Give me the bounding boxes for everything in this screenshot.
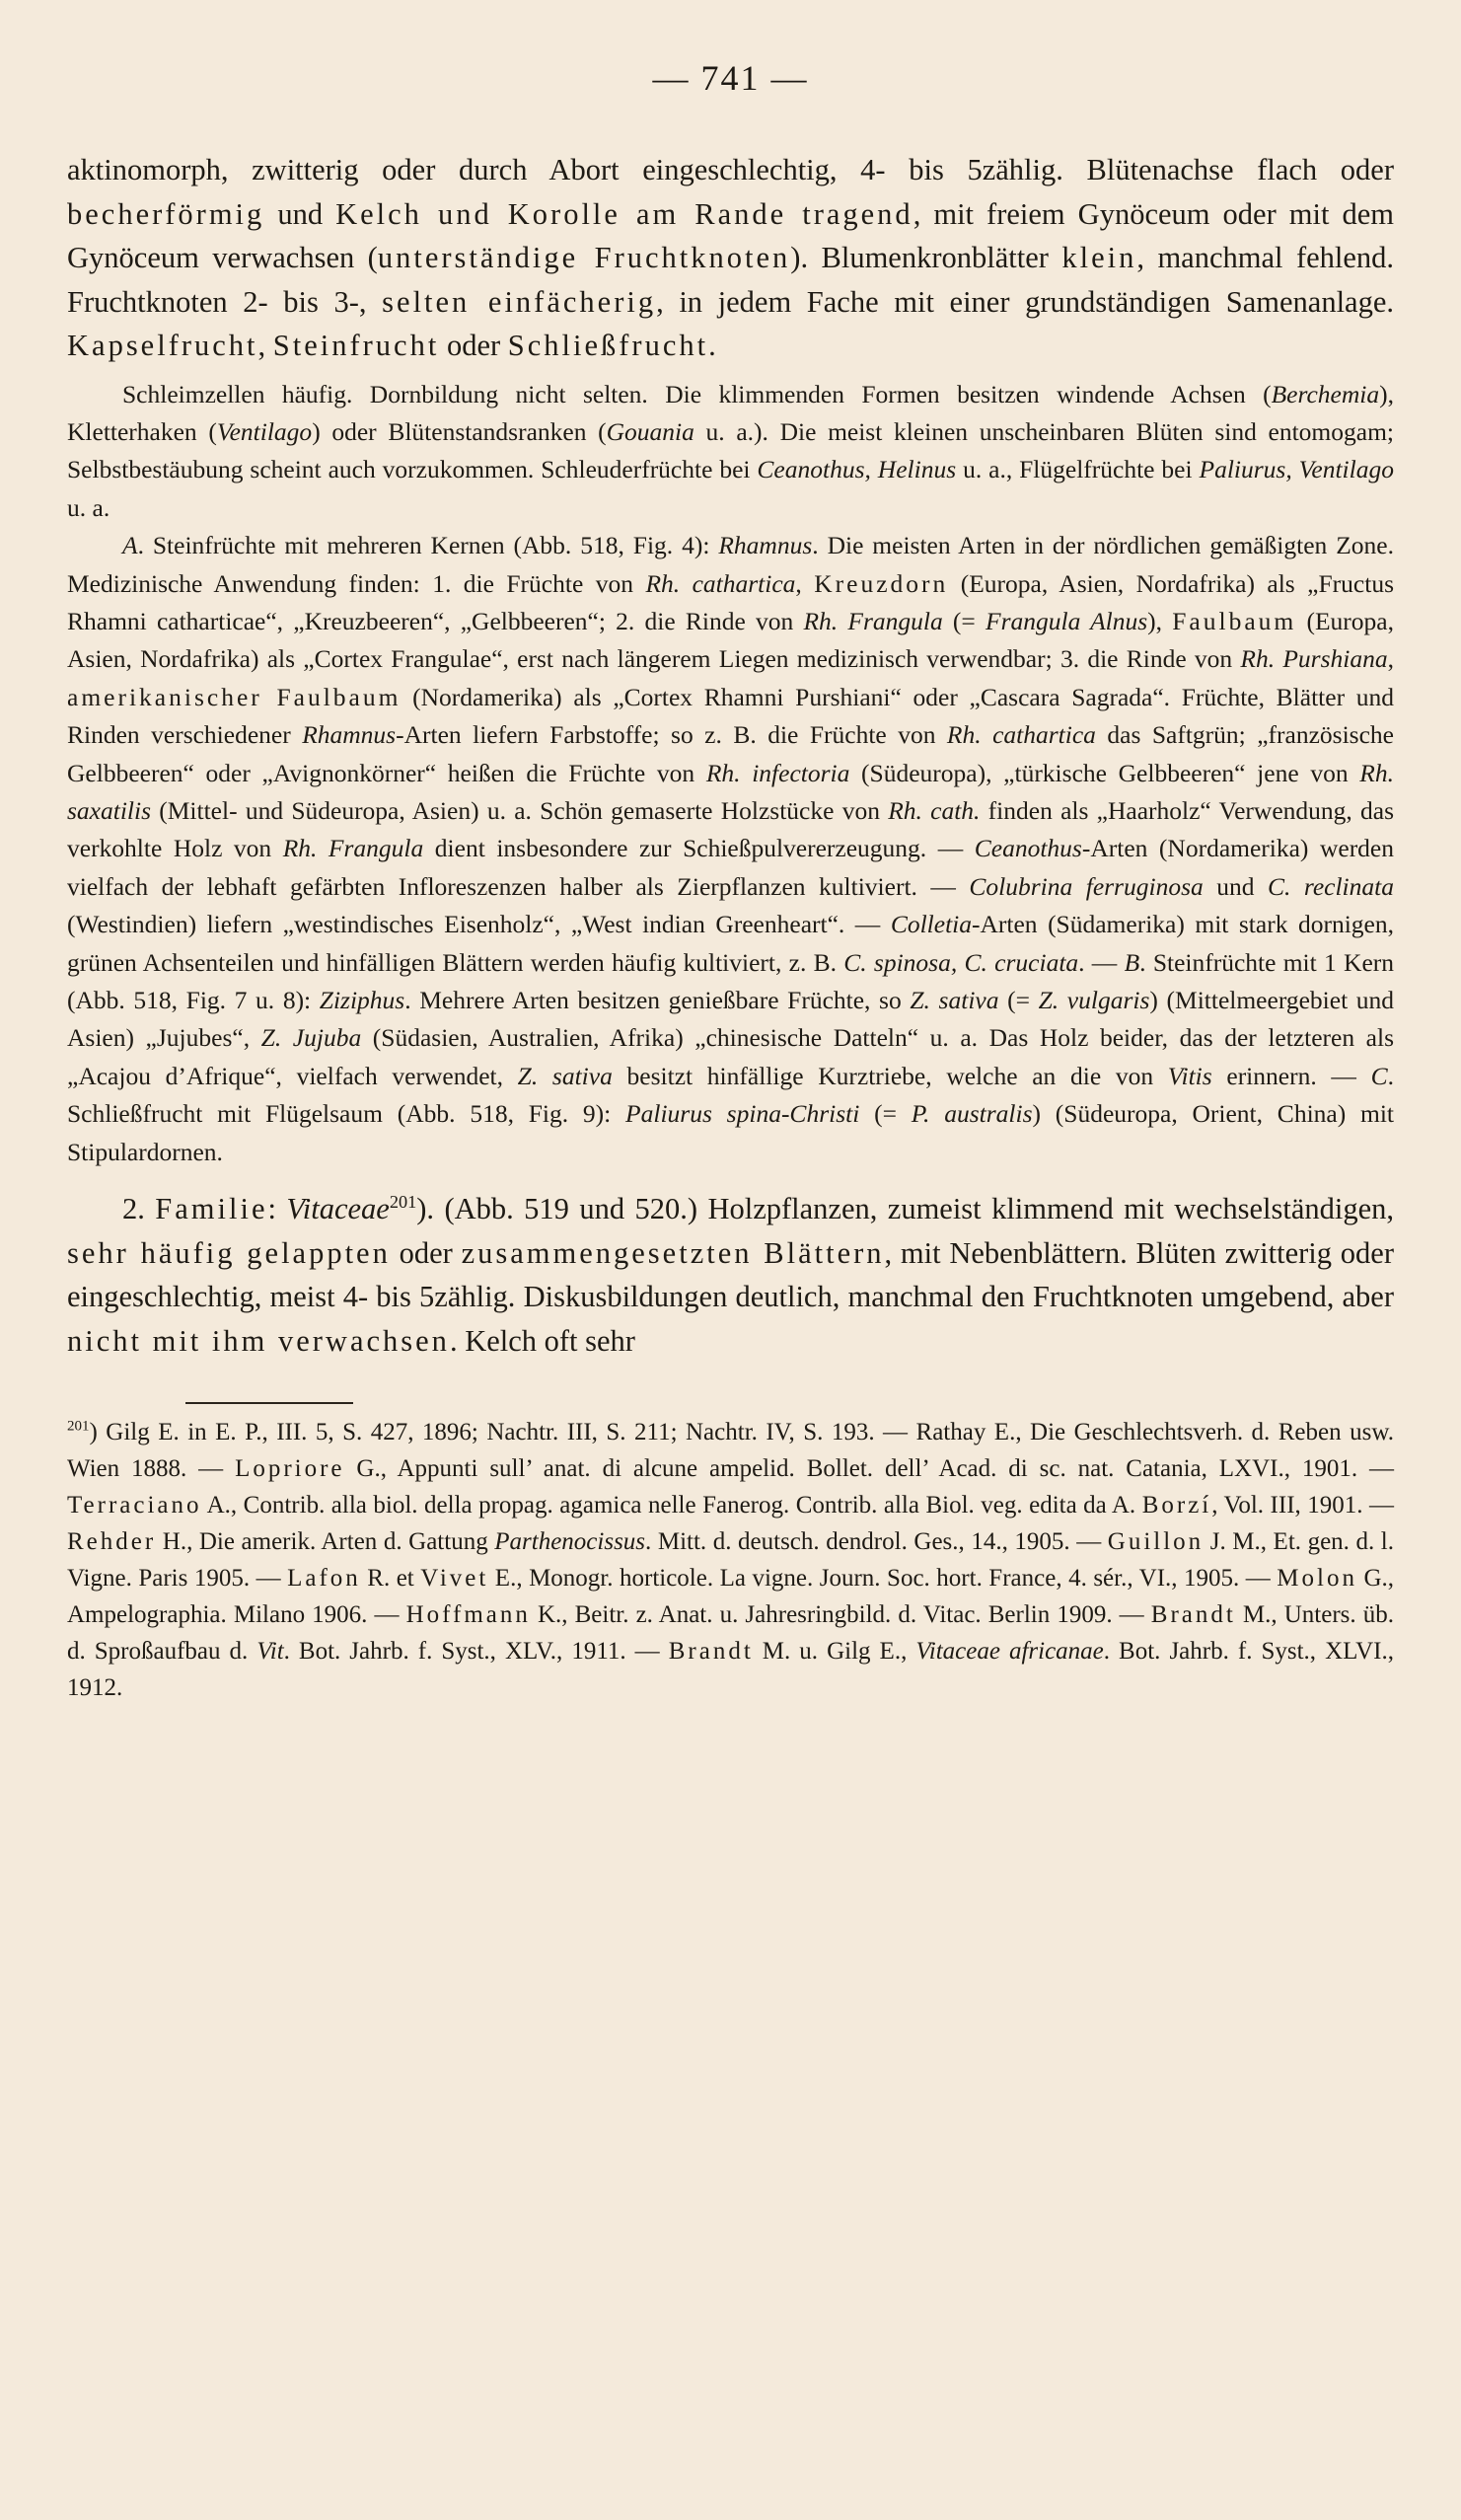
italic-run: Vitis	[1167, 1061, 1212, 1090]
text-run: ,	[795, 568, 815, 598]
text-run: ,	[1387, 644, 1394, 674]
text-run: E., Monogr. horticole. La vigne. Journ. Soc. hort. France, 4. sér., VI., 1905. —	[488, 1565, 1278, 1593]
text-run: aktinomorph, zwitterig oder durch Abort eingeschlechtig, 4- bis 5zählig. Blütenachse flach oder	[67, 153, 1394, 186]
italic-run: C. spinosa, C. cruciata	[843, 947, 1079, 977]
text-run: finden als „Haarholz“ Verwendung, das verkohlte Holz von	[67, 795, 1395, 863]
italic-run: Rh. saxatilis	[67, 758, 1394, 825]
text-run: -Arten (Südamerika) mit stark dornigen, grünen Achsenteilen und hinfälligen Blättern werden häufig kultiviert, z. B.	[67, 910, 1394, 977]
italic-run: Rh. cath.	[888, 795, 981, 825]
spaced-run: Terraciano	[67, 1492, 202, 1519]
italic-run: Colubrina ferruginosa	[969, 871, 1204, 901]
italic-run: Ventilago	[216, 416, 313, 446]
spaced-run: Guillon	[1107, 1528, 1205, 1556]
spaced-run: Molon	[1277, 1565, 1357, 1593]
text-run: oder	[439, 329, 508, 362]
spaced-run: selten einfächerig	[382, 284, 657, 319]
text-run: , mit Nebenblättern. Blüten zwitterig oder eingeschlechtig, meist 4- bis 5zählig. Diskusbildungen deutlich, manchmal den Fruchtknoten umgebend, aber	[67, 1235, 1394, 1314]
text-run: und	[264, 196, 336, 231]
italic-run: Z. vulgaris	[1038, 986, 1150, 1014]
text-run: (Westindien) liefern „westindisches Eisenholz“, „West indian Greenheart“. —	[67, 910, 891, 939]
text-run: H., Die amerik. Arten d. Gattung	[156, 1528, 495, 1556]
italic-run: Vitaceae africanae	[915, 1638, 1104, 1666]
italic-run: Rhamnus	[718, 531, 813, 560]
spaced-run: Schließfrucht	[507, 329, 709, 362]
text-run: (Europa, Asien, Nordafrika) als „Cortex Frangulae“, erst nach längerem Liegen medizinisch verwendbar; 3. die Rinde von	[67, 606, 1394, 674]
text-run: . Mehrere Arten besitzen genießbare Früchte, so	[404, 986, 911, 1014]
italic-run: Vitaceae	[286, 1192, 390, 1226]
italic-run: Rh. Purshiana	[1240, 644, 1388, 674]
spaced-run: Lafon	[287, 1565, 361, 1593]
text-run: :	[267, 1192, 287, 1226]
text-run: u. a., Flügelfrüchte bei	[956, 455, 1200, 484]
spaced-run: Lopriore	[235, 1455, 345, 1483]
text-run: ), Kletterhaken (	[67, 379, 1394, 446]
text-run: . Kelch oft sehr	[449, 1323, 635, 1358]
italic-run: Paliurus, Ventilago	[1199, 455, 1394, 484]
italic-run: Ceanothus	[974, 834, 1082, 863]
spaced-run: Kreuzdorn	[814, 568, 949, 598]
text-run: besitzt hinfällige Kurztriebe, welche an die von	[612, 1061, 1168, 1090]
spaced-run: Familie	[155, 1192, 268, 1226]
spaced-run: Rehder	[67, 1528, 157, 1556]
text-run: . Steinfrüchte mit 1 Kern (Abb. 518, Fig. 7 u. 8):	[67, 947, 1395, 1014]
spaced-run: Brandt	[668, 1638, 754, 1666]
footnote-ref: 201	[389, 1191, 417, 1212]
spaced-run: Steinfrucht	[272, 329, 440, 362]
text-run: M. u. Gilg E.,	[753, 1638, 916, 1666]
intro-paragraph	[67, 148, 1394, 368]
italic-run: Vit	[256, 1638, 284, 1666]
italic-run: Rh. Frangula	[282, 834, 424, 863]
spaced-run: becherförmig	[67, 196, 265, 231]
schleimzellen-paragraph	[67, 376, 1394, 528]
footnote-ref: 201	[67, 1418, 90, 1435]
italic-run: Rh. Frangula	[803, 606, 943, 635]
italic-run: Z. Jujuba	[260, 1023, 362, 1053]
family-vitaceae-paragraph	[67, 1187, 1394, 1363]
spaced-run: Vivet	[420, 1565, 489, 1593]
text-run: ) oder Blütenstandsranken (	[312, 416, 607, 446]
text-run: (Nordamerika) als „Cortex Rhamni Purshiani“ oder „Cascara Sagrada“. Früchte, Blätter und Rinden verschiedener	[67, 682, 1394, 750]
spaced-run: Faulbaum	[1172, 606, 1297, 635]
footnote-201	[67, 1414, 1394, 1706]
text-run: . Bot. Jahrb. f. Syst., XLVI., 1912.	[67, 1638, 1394, 1702]
italic-run: Rh. cathartica	[946, 720, 1096, 750]
text-run: und	[1203, 871, 1268, 901]
text-run: ). (Abb. 519 und 520.) Holzpflanzen, zumeist klimmend mit wechselständigen,	[416, 1192, 1395, 1226]
text-run: , Vol. III, 1901. —	[1211, 1492, 1394, 1519]
text-run: ) Gilg E. in E. P., III. 5, S. 427, 1896; Nachtr. III, S. 211; Nachtr. IV, S. 193. — Rathay E., Die Geschlechtsverh. d. Reben usw. Wien 1888. —	[67, 1419, 1394, 1483]
italic-run: Colletia	[890, 910, 972, 939]
document-page	[67, 57, 1394, 1706]
italic-run: Z. sativa	[910, 986, 999, 1014]
text-run: u. a.	[67, 492, 110, 522]
text-run: . Schließfrucht mit Flügelsaum (Abb. 518, Fig. 9):	[67, 1061, 1394, 1129]
text-run: Schleimzellen häufig. Dornbildung nicht selten. Die klimmenden Formen besitzen windende Achsen (	[122, 379, 1272, 408]
text-run: , mit freiem Gynöceum oder mit dem Gynöceum verwachsen (	[67, 196, 1394, 274]
text-run: , in jedem Fache mit einer grundständigen Samenanlage.	[656, 284, 1394, 319]
spaced-run: klein	[1061, 241, 1137, 274]
spaced-run: Kapselfrucht	[67, 329, 258, 362]
text-run: ) (Mittelmeergebiet und Asien) „Jujubes“,	[67, 986, 1395, 1053]
spaced-run: nicht mit ihm verwachsen	[67, 1323, 450, 1358]
text-run: (Südasien, Australien, Afrika) „chinesische Datteln“ u. a. Das Holz beider, das der letzteren als „Acajou d’Afrique“, vielfach verwendet,	[67, 1023, 1395, 1090]
text-run: (=	[942, 606, 986, 635]
text-run: erinnern. —	[1211, 1061, 1371, 1090]
text-run: ). Blumenkronblätter	[790, 241, 1062, 274]
text-run: ) (Südeuropa, Orient, China) mit Stipulardornen.	[67, 1099, 1395, 1166]
italic-run: Gouania	[606, 416, 694, 446]
text-run: . Steinfrüchte mit mehreren Kernen (Abb. 518, Fig. 4):	[137, 531, 719, 560]
spaced-run: Hoffmann	[405, 1601, 531, 1629]
italic-run: C	[1370, 1061, 1388, 1090]
italic-run: Berchemia	[1271, 379, 1380, 408]
text-run: . —	[1078, 947, 1125, 977]
text-run: u. a.). Die meist kleinen unscheinbaren Blüten sind entomogam; Selbstbestäubung scheint auch vorzukommen. Schleuderfrüchte bei	[67, 416, 1394, 484]
italic-run: Z. sativa	[517, 1061, 613, 1090]
italic-run: Rh. infectoria	[705, 758, 850, 787]
text-run: dient insbesondere zur Schießpulvererzeugung. —	[423, 834, 975, 863]
italic-run: B	[1124, 947, 1140, 977]
text-run: . Bot. Jahrb. f. Syst., XLV., 1911. —	[283, 1638, 669, 1666]
italic-run: Frangula Alnus	[986, 606, 1148, 635]
text-run: 2.	[122, 1192, 156, 1226]
text-run: J. M., Et. gen. d. l. Vigne. Paris 1905. —	[67, 1528, 1394, 1593]
text-run: -Arten (Nordamerika) werden vielfach der lebhaft gefärbten Infloreszenzen halber als Zierpflanzen kultiviert. —	[67, 834, 1394, 901]
spaced-run: unterständige Fruchtknoten	[377, 241, 791, 274]
italic-run: C. reclinata	[1267, 871, 1394, 901]
italic-run: P. australis	[911, 1099, 1033, 1129]
text-run: (=	[998, 986, 1039, 1014]
text-run: , manchmal fehlend. Fruchtknoten 2- bis 3-,	[67, 241, 1395, 319]
italic-run: Paliurus spina-Christi	[625, 1099, 860, 1129]
section-a-paragraph	[67, 527, 1394, 1171]
text-run: ),	[1147, 606, 1173, 635]
text-run: (Südeuropa), „türkische Gelbbeeren“ jene von	[849, 758, 1360, 787]
text-run: (=	[859, 1099, 912, 1129]
spaced-run: Brandt	[1150, 1601, 1236, 1629]
italic-run: Ziziphus	[319, 986, 405, 1014]
spaced-run: amerikanischer Faulbaum	[67, 682, 402, 711]
text-run: . Die meisten Arten in der nördlichen gemäßigten Zone. Medizinische Anwendung finden: 1. die Früchte von	[67, 531, 1394, 598]
text-run: ,	[257, 329, 273, 362]
page-number: — 741 —	[652, 58, 809, 98]
spaced-run: zusammengesetzten Blättern	[461, 1235, 885, 1270]
italic-run: A	[122, 531, 138, 560]
text-run: . Mitt. d. deutsch. dendrol. Ges., 14., 1905. —	[645, 1528, 1108, 1556]
text-run: (Mittel- und Südeuropa, Asien) u. a. Schön gemaserte Holzstücke von	[151, 795, 889, 825]
footnote-divider	[185, 1402, 353, 1404]
text-run: .	[708, 329, 716, 362]
spaced-run: sehr häufig gelappten	[67, 1235, 391, 1270]
text-run: -Arten liefern Farbstoffe; so z. B. die Früchte von	[396, 720, 947, 750]
text-run: A., Contrib. alla biol. della propag. agamica nelle Fanerog. Contrib. alla Biol. veg. edita da A.	[201, 1492, 1142, 1519]
spaced-run: Kelch und Korolle am Rande tragend	[335, 196, 913, 231]
spaced-run: Borzí	[1141, 1492, 1212, 1519]
text-run: G., Ampelographia. Milano 1906. —	[67, 1565, 1395, 1629]
text-run: R. et	[360, 1565, 421, 1593]
italic-run: Ceanothus, Helinus	[757, 455, 957, 484]
text-run: G., Appunti sull’ anat. di alcune ampelid. Bollet. dell’ Acad. di sc. nat. Catania, LXVI., 1901. —	[344, 1455, 1394, 1483]
italic-run: Rh. cathartica	[645, 568, 796, 598]
text-run: oder	[390, 1235, 462, 1270]
text-run: K., Beitr. z. Anat. u. Jahresringbild. d. Vitac. Berlin 1909. —	[530, 1601, 1151, 1629]
text-run: (Europa, Asien, Nordafrika) als „Fructus Rhamni catharticae“, „Kreuzbeeren“, „Gelbbeeren“; 2. die Rinde von	[67, 568, 1394, 635]
text-run: M., Unters. üb. d. Sproßaufbau d.	[67, 1601, 1394, 1666]
italic-run: Parthenocissus	[494, 1528, 646, 1556]
text-run: das Saftgrün; „französische Gelbbeeren“ oder „Avignonkörner“ heißen die Früchte von	[67, 720, 1394, 787]
italic-run: Rhamnus	[302, 720, 397, 750]
